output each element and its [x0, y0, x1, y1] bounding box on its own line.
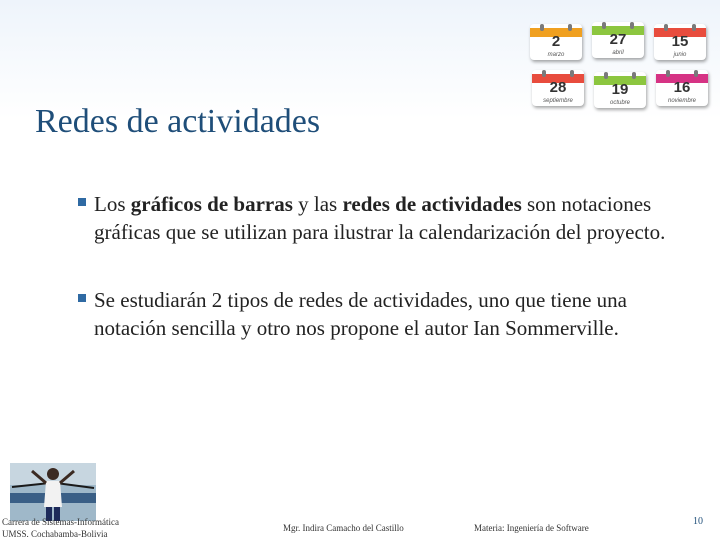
bullet-bold-text: gráficos de barras: [130, 192, 293, 216]
footer-career: Carrera de Sistemas-Informática: [2, 517, 119, 527]
calendar-month: junio: [673, 52, 687, 58]
footer-university: UMSS. Cochabamba-Bolivia: [2, 529, 108, 539]
footer-author: Mgr. Indira Camacho del Castillo: [283, 523, 404, 533]
calendar-ring: [602, 22, 606, 29]
runner-image: [10, 463, 96, 521]
bullet-marker-icon: [78, 294, 86, 302]
calendar-day-number: 2: [551, 33, 561, 50]
bullet-item: [76, 190, 686, 246]
calendar-ring: [664, 24, 668, 31]
bullet-text: Los: [94, 192, 131, 216]
bullet-item: [76, 286, 686, 342]
calendar-day-number: 15: [671, 33, 689, 50]
bullet-text: Se estudiarán 2 tipos de redes de actividades, uno que tiene una notación sencilla y otro nos propone el autor Ian Sommerville.: [94, 288, 627, 340]
footer-subject: Materia: Ingeniería de Software: [474, 523, 589, 533]
bullet-bold-text: redes de actividades: [342, 192, 522, 216]
calendar-day-number: 28: [549, 79, 567, 96]
calendar-ring: [632, 72, 636, 79]
bullet-text: y las: [292, 192, 343, 216]
calendar-icon: [592, 22, 644, 58]
calendar-icon: [656, 70, 708, 106]
calendar-icon: [530, 24, 582, 60]
calendar-day-number: 19: [611, 81, 629, 98]
calendar-icon: [594, 72, 646, 108]
runner-photo: [10, 463, 96, 521]
bullet-list: [76, 190, 686, 342]
calendar-ring: [542, 70, 546, 77]
calendar-ring: [694, 70, 698, 77]
calendar-ring: [570, 70, 574, 77]
calendar-month: septiembre: [543, 98, 573, 104]
bullet-marker-icon: [78, 198, 86, 206]
calendar-month: noviembre: [667, 98, 696, 104]
calendar-icon: [532, 70, 584, 106]
calendar-icon: [654, 24, 706, 60]
calendar-ring: [540, 24, 544, 31]
calendar-ring: [692, 24, 696, 31]
bullet-text: son notaciones gráficas que se utilizan para ilustrar la calendarización del proyecto.: [94, 192, 666, 244]
calendar-ring: [604, 72, 608, 79]
calendar-day-number: 27: [609, 31, 627, 48]
calendar-icons: [528, 18, 708, 108]
calendar-month: octubre: [609, 100, 630, 106]
calendar-month: abril: [612, 50, 624, 56]
calendar-ring: [630, 22, 634, 29]
calendar-day-number: 16: [673, 79, 691, 96]
calendar-ring: [666, 70, 670, 77]
calendar-ring: [568, 24, 572, 31]
slide-title: Redes de actividades: [35, 103, 321, 140]
calendar-month: marzo: [547, 52, 565, 58]
page-number: 10: [693, 516, 703, 527]
